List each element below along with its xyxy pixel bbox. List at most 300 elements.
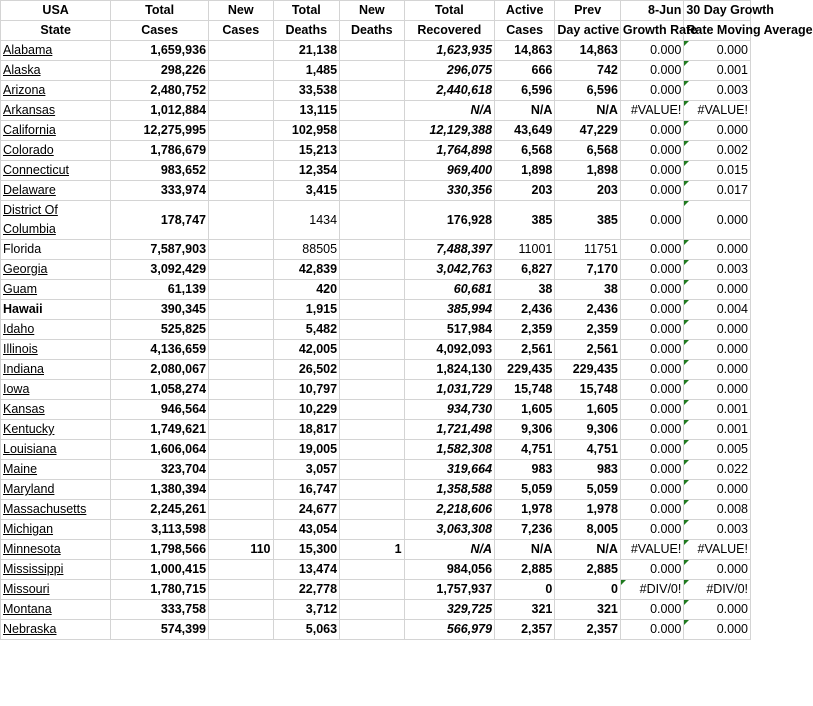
- prev-cell[interactable]: N/A: [555, 101, 621, 121]
- growth-cell[interactable]: 0.000: [620, 300, 683, 320]
- new-deaths-cell[interactable]: [340, 280, 404, 300]
- header-cell[interactable]: Growth Rate: [620, 21, 683, 41]
- state-name-cell[interactable]: Kentucky: [1, 420, 111, 440]
- deaths-cell[interactable]: 1434: [273, 201, 340, 240]
- growth-cell[interactable]: 0.000: [620, 600, 683, 620]
- new-cases-cell[interactable]: [209, 41, 273, 61]
- cases-cell[interactable]: 333,974: [111, 181, 209, 201]
- new-cases-cell[interactable]: [209, 620, 273, 640]
- deaths-cell[interactable]: 102,958: [273, 121, 340, 141]
- avg-cell[interactable]: 0.000: [684, 240, 751, 260]
- prev-cell[interactable]: 14,863: [555, 41, 621, 61]
- new-deaths-cell[interactable]: [340, 360, 404, 380]
- state-name-cell[interactable]: Indiana: [1, 360, 111, 380]
- state-name-cell[interactable]: Mississippi: [1, 560, 111, 580]
- avg-cell[interactable]: 0.003: [684, 81, 751, 101]
- header-cell[interactable]: 30 Day Growth: [684, 1, 751, 21]
- prev-cell[interactable]: 742: [555, 61, 621, 81]
- state-name-cell[interactable]: Louisiana: [1, 440, 111, 460]
- new-deaths-cell[interactable]: [340, 460, 404, 480]
- new-cases-cell[interactable]: [209, 260, 273, 280]
- growth-cell[interactable]: 0.000: [620, 240, 683, 260]
- cases-cell[interactable]: 323,704: [111, 460, 209, 480]
- growth-cell[interactable]: #VALUE!: [620, 101, 683, 121]
- avg-cell[interactable]: 0.003: [684, 260, 751, 280]
- state-name-cell[interactable]: Montana: [1, 600, 111, 620]
- new-cases-cell[interactable]: [209, 280, 273, 300]
- state-name-cell[interactable]: Nebraska: [1, 620, 111, 640]
- state-name-cell[interactable]: Massachusetts: [1, 500, 111, 520]
- header-cell[interactable]: USA: [1, 1, 111, 21]
- new-deaths-cell[interactable]: [340, 400, 404, 420]
- deaths-cell[interactable]: 42,839: [273, 260, 340, 280]
- prev-cell[interactable]: 0: [555, 580, 621, 600]
- growth-cell[interactable]: 0.000: [620, 81, 683, 101]
- new-cases-cell[interactable]: [209, 400, 273, 420]
- deaths-cell[interactable]: 1,485: [273, 61, 340, 81]
- new-cases-cell[interactable]: [209, 500, 273, 520]
- avg-cell[interactable]: 0.000: [684, 560, 751, 580]
- cases-cell[interactable]: 2,245,261: [111, 500, 209, 520]
- prev-cell[interactable]: 5,059: [555, 480, 621, 500]
- cases-cell[interactable]: 1,786,679: [111, 141, 209, 161]
- growth-cell[interactable]: 0.000: [620, 500, 683, 520]
- recovered-cell[interactable]: 296,075: [404, 61, 494, 81]
- prev-cell[interactable]: 2,436: [555, 300, 621, 320]
- prev-cell[interactable]: 2,885: [555, 560, 621, 580]
- recovered-cell[interactable]: 7,488,397: [404, 240, 494, 260]
- active-cell[interactable]: 7,236: [495, 520, 555, 540]
- recovered-cell[interactable]: 517,984: [404, 320, 494, 340]
- active-cell[interactable]: 14,863: [495, 41, 555, 61]
- avg-cell[interactable]: 0.008: [684, 500, 751, 520]
- prev-cell[interactable]: 2,359: [555, 320, 621, 340]
- new-cases-cell[interactable]: [209, 340, 273, 360]
- cases-cell[interactable]: 61,139: [111, 280, 209, 300]
- new-cases-cell[interactable]: [209, 360, 273, 380]
- new-cases-cell[interactable]: [209, 480, 273, 500]
- active-cell[interactable]: 229,435: [495, 360, 555, 380]
- state-name-cell[interactable]: Kansas: [1, 400, 111, 420]
- header-cell[interactable]: Deaths: [273, 21, 340, 41]
- header-cell[interactable]: Cases: [111, 21, 209, 41]
- new-cases-cell[interactable]: [209, 580, 273, 600]
- cases-cell[interactable]: 3,113,598: [111, 520, 209, 540]
- avg-cell[interactable]: 0.000: [684, 41, 751, 61]
- recovered-cell[interactable]: 1,824,130: [404, 360, 494, 380]
- avg-cell[interactable]: 0.000: [684, 600, 751, 620]
- new-cases-cell[interactable]: [209, 101, 273, 121]
- recovered-cell[interactable]: N/A: [404, 101, 494, 121]
- new-deaths-cell[interactable]: [340, 560, 404, 580]
- prev-cell[interactable]: 229,435: [555, 360, 621, 380]
- active-cell[interactable]: 2,561: [495, 340, 555, 360]
- state-name-cell[interactable]: Hawaii: [1, 300, 111, 320]
- deaths-cell[interactable]: 16,747: [273, 480, 340, 500]
- cases-cell[interactable]: 1,749,621: [111, 420, 209, 440]
- cases-cell[interactable]: 946,564: [111, 400, 209, 420]
- new-deaths-cell[interactable]: [340, 81, 404, 101]
- growth-cell[interactable]: 0.000: [620, 520, 683, 540]
- growth-cell[interactable]: 0.000: [620, 560, 683, 580]
- avg-cell[interactable]: 0.022: [684, 460, 751, 480]
- state-name-cell[interactable]: Delaware: [1, 181, 111, 201]
- state-name-cell[interactable]: Minnesota: [1, 540, 111, 560]
- new-cases-cell[interactable]: [209, 181, 273, 201]
- cases-cell[interactable]: 983,652: [111, 161, 209, 181]
- growth-cell[interactable]: #DIV/0!: [620, 580, 683, 600]
- recovered-cell[interactable]: 1,757,937: [404, 580, 494, 600]
- recovered-cell[interactable]: 1,582,308: [404, 440, 494, 460]
- avg-cell[interactable]: 0.001: [684, 420, 751, 440]
- active-cell[interactable]: 321: [495, 600, 555, 620]
- cases-cell[interactable]: 4,136,659: [111, 340, 209, 360]
- prev-cell[interactable]: 7,170: [555, 260, 621, 280]
- prev-cell[interactable]: 321: [555, 600, 621, 620]
- cases-cell[interactable]: 1,000,415: [111, 560, 209, 580]
- header-cell[interactable]: Deaths: [340, 21, 404, 41]
- prev-cell[interactable]: 6,568: [555, 141, 621, 161]
- active-cell[interactable]: 6,568: [495, 141, 555, 161]
- recovered-cell[interactable]: 1,764,898: [404, 141, 494, 161]
- prev-cell[interactable]: 385: [555, 201, 621, 240]
- cases-cell[interactable]: 390,345: [111, 300, 209, 320]
- recovered-cell[interactable]: 934,730: [404, 400, 494, 420]
- prev-cell[interactable]: N/A: [555, 540, 621, 560]
- avg-cell[interactable]: #VALUE!: [684, 101, 751, 121]
- new-deaths-cell[interactable]: [340, 500, 404, 520]
- new-deaths-cell[interactable]: [340, 300, 404, 320]
- active-cell[interactable]: 43,649: [495, 121, 555, 141]
- state-name-cell[interactable]: District Of Columbia: [1, 201, 111, 240]
- state-name-cell[interactable]: Michigan: [1, 520, 111, 540]
- deaths-cell[interactable]: 88505: [273, 240, 340, 260]
- cases-cell[interactable]: 3,092,429: [111, 260, 209, 280]
- cases-cell[interactable]: 574,399: [111, 620, 209, 640]
- growth-cell[interactable]: 0.000: [620, 41, 683, 61]
- new-deaths-cell[interactable]: [340, 161, 404, 181]
- growth-cell[interactable]: 0.000: [620, 61, 683, 81]
- prev-cell[interactable]: 2,561: [555, 340, 621, 360]
- recovered-cell[interactable]: 319,664: [404, 460, 494, 480]
- deaths-cell[interactable]: 3,415: [273, 181, 340, 201]
- header-cell[interactable]: Total: [111, 1, 209, 21]
- active-cell[interactable]: 2,885: [495, 560, 555, 580]
- recovered-cell[interactable]: 4,092,093: [404, 340, 494, 360]
- growth-cell[interactable]: 0.000: [620, 440, 683, 460]
- recovered-cell[interactable]: 969,400: [404, 161, 494, 181]
- growth-cell[interactable]: 0.000: [620, 420, 683, 440]
- active-cell[interactable]: 6,596: [495, 81, 555, 101]
- avg-cell[interactable]: 0.005: [684, 440, 751, 460]
- cases-cell[interactable]: 2,080,067: [111, 360, 209, 380]
- prev-cell[interactable]: 1,898: [555, 161, 621, 181]
- avg-cell[interactable]: 0.017: [684, 181, 751, 201]
- growth-cell[interactable]: 0.000: [620, 201, 683, 240]
- deaths-cell[interactable]: 22,778: [273, 580, 340, 600]
- prev-cell[interactable]: 1,978: [555, 500, 621, 520]
- prev-cell[interactable]: 38: [555, 280, 621, 300]
- deaths-cell[interactable]: 13,115: [273, 101, 340, 121]
- growth-cell[interactable]: #VALUE!: [620, 540, 683, 560]
- active-cell[interactable]: 4,751: [495, 440, 555, 460]
- new-deaths-cell[interactable]: [340, 141, 404, 161]
- cases-cell[interactable]: 7,587,903: [111, 240, 209, 260]
- deaths-cell[interactable]: 18,817: [273, 420, 340, 440]
- deaths-cell[interactable]: 3,057: [273, 460, 340, 480]
- new-cases-cell[interactable]: [209, 300, 273, 320]
- state-name-cell[interactable]: Colorado: [1, 141, 111, 161]
- new-cases-cell[interactable]: [209, 560, 273, 580]
- growth-cell[interactable]: 0.000: [620, 121, 683, 141]
- new-deaths-cell[interactable]: [340, 600, 404, 620]
- deaths-cell[interactable]: 15,213: [273, 141, 340, 161]
- active-cell[interactable]: 2,359: [495, 320, 555, 340]
- state-name-cell[interactable]: Idaho: [1, 320, 111, 340]
- prev-cell[interactable]: 47,229: [555, 121, 621, 141]
- new-cases-cell[interactable]: [209, 201, 273, 240]
- state-name-cell[interactable]: Iowa: [1, 380, 111, 400]
- deaths-cell[interactable]: 10,797: [273, 380, 340, 400]
- cases-cell[interactable]: 178,747: [111, 201, 209, 240]
- recovered-cell[interactable]: 566,979: [404, 620, 494, 640]
- header-cell[interactable]: Rate Moving Average: [684, 21, 751, 41]
- new-cases-cell[interactable]: [209, 141, 273, 161]
- state-name-cell[interactable]: Alabama: [1, 41, 111, 61]
- deaths-cell[interactable]: 13,474: [273, 560, 340, 580]
- recovered-cell[interactable]: 60,681: [404, 280, 494, 300]
- avg-cell[interactable]: 0.000: [684, 280, 751, 300]
- header-cell[interactable]: Active: [495, 1, 555, 21]
- recovered-cell[interactable]: 1,721,498: [404, 420, 494, 440]
- state-name-cell[interactable]: Maine: [1, 460, 111, 480]
- new-deaths-cell[interactable]: [340, 480, 404, 500]
- recovered-cell[interactable]: 1,358,588: [404, 480, 494, 500]
- new-deaths-cell[interactable]: [340, 520, 404, 540]
- new-cases-cell[interactable]: [209, 161, 273, 181]
- active-cell[interactable]: 5,059: [495, 480, 555, 500]
- deaths-cell[interactable]: 43,054: [273, 520, 340, 540]
- prev-cell[interactable]: 1,605: [555, 400, 621, 420]
- new-cases-cell[interactable]: [209, 320, 273, 340]
- active-cell[interactable]: 0: [495, 580, 555, 600]
- growth-cell[interactable]: 0.000: [620, 400, 683, 420]
- recovered-cell[interactable]: 1,031,729: [404, 380, 494, 400]
- avg-cell[interactable]: 0.000: [684, 121, 751, 141]
- avg-cell[interactable]: 0.002: [684, 141, 751, 161]
- prev-cell[interactable]: 4,751: [555, 440, 621, 460]
- state-name-cell[interactable]: Missouri: [1, 580, 111, 600]
- deaths-cell[interactable]: 12,354: [273, 161, 340, 181]
- recovered-cell[interactable]: 2,218,606: [404, 500, 494, 520]
- cases-cell[interactable]: 1,380,394: [111, 480, 209, 500]
- header-cell[interactable]: Prev: [555, 1, 621, 21]
- avg-cell[interactable]: 0.000: [684, 380, 751, 400]
- new-cases-cell[interactable]: [209, 420, 273, 440]
- avg-cell[interactable]: 0.000: [684, 480, 751, 500]
- deaths-cell[interactable]: 420: [273, 280, 340, 300]
- recovered-cell[interactable]: 3,042,763: [404, 260, 494, 280]
- recovered-cell[interactable]: 330,356: [404, 181, 494, 201]
- state-name-cell[interactable]: Maryland: [1, 480, 111, 500]
- cases-cell[interactable]: 525,825: [111, 320, 209, 340]
- new-cases-cell[interactable]: [209, 81, 273, 101]
- state-name-cell[interactable]: Florida: [1, 240, 111, 260]
- active-cell[interactable]: N/A: [495, 540, 555, 560]
- recovered-cell[interactable]: 1,623,935: [404, 41, 494, 61]
- recovered-cell[interactable]: N/A: [404, 540, 494, 560]
- recovered-cell[interactable]: 385,994: [404, 300, 494, 320]
- new-cases-cell[interactable]: 110: [209, 540, 273, 560]
- deaths-cell[interactable]: 5,063: [273, 620, 340, 640]
- new-cases-cell[interactable]: [209, 121, 273, 141]
- header-cell[interactable]: New: [340, 1, 404, 21]
- avg-cell[interactable]: 0.003: [684, 520, 751, 540]
- active-cell[interactable]: 385: [495, 201, 555, 240]
- cases-cell[interactable]: 12,275,995: [111, 121, 209, 141]
- growth-cell[interactable]: 0.000: [620, 340, 683, 360]
- new-deaths-cell[interactable]: [340, 580, 404, 600]
- state-name-cell[interactable]: California: [1, 121, 111, 141]
- prev-cell[interactable]: 9,306: [555, 420, 621, 440]
- new-deaths-cell[interactable]: [340, 201, 404, 240]
- cases-cell[interactable]: 1,058,274: [111, 380, 209, 400]
- deaths-cell[interactable]: 15,300: [273, 540, 340, 560]
- deaths-cell[interactable]: 1,915: [273, 300, 340, 320]
- cases-cell[interactable]: 1,606,064: [111, 440, 209, 460]
- new-deaths-cell[interactable]: [340, 121, 404, 141]
- active-cell[interactable]: 6,827: [495, 260, 555, 280]
- active-cell[interactable]: 2,357: [495, 620, 555, 640]
- deaths-cell[interactable]: 21,138: [273, 41, 340, 61]
- state-name-cell[interactable]: Alaska: [1, 61, 111, 81]
- deaths-cell[interactable]: 10,229: [273, 400, 340, 420]
- new-deaths-cell[interactable]: [340, 620, 404, 640]
- new-deaths-cell[interactable]: [340, 240, 404, 260]
- growth-cell[interactable]: 0.000: [620, 460, 683, 480]
- avg-cell[interactable]: 0.000: [684, 201, 751, 240]
- avg-cell[interactable]: 0.015: [684, 161, 751, 181]
- active-cell[interactable]: 1,898: [495, 161, 555, 181]
- new-deaths-cell[interactable]: [340, 181, 404, 201]
- growth-cell[interactable]: 0.000: [620, 360, 683, 380]
- new-deaths-cell[interactable]: [340, 380, 404, 400]
- recovered-cell[interactable]: 12,129,388: [404, 121, 494, 141]
- new-deaths-cell[interactable]: [340, 101, 404, 121]
- new-deaths-cell[interactable]: [340, 41, 404, 61]
- new-deaths-cell[interactable]: [340, 420, 404, 440]
- avg-cell[interactable]: 0.000: [684, 360, 751, 380]
- recovered-cell[interactable]: 176,928: [404, 201, 494, 240]
- cases-cell[interactable]: 1,798,566: [111, 540, 209, 560]
- cases-cell[interactable]: 298,226: [111, 61, 209, 81]
- new-cases-cell[interactable]: [209, 240, 273, 260]
- prev-cell[interactable]: 983: [555, 460, 621, 480]
- cases-cell[interactable]: 2,480,752: [111, 81, 209, 101]
- prev-cell[interactable]: 11751: [555, 240, 621, 260]
- growth-cell[interactable]: 0.000: [620, 280, 683, 300]
- header-cell[interactable]: Day active: [555, 21, 621, 41]
- active-cell[interactable]: 1,605: [495, 400, 555, 420]
- active-cell[interactable]: 9,306: [495, 420, 555, 440]
- state-name-cell[interactable]: Arkansas: [1, 101, 111, 121]
- growth-cell[interactable]: 0.000: [620, 181, 683, 201]
- cases-cell[interactable]: 1,780,715: [111, 580, 209, 600]
- avg-cell[interactable]: 0.004: [684, 300, 751, 320]
- deaths-cell[interactable]: 19,005: [273, 440, 340, 460]
- avg-cell[interactable]: 0.001: [684, 61, 751, 81]
- growth-cell[interactable]: 0.000: [620, 161, 683, 181]
- deaths-cell[interactable]: 33,538: [273, 81, 340, 101]
- prev-cell[interactable]: 15,748: [555, 380, 621, 400]
- new-deaths-cell[interactable]: [340, 340, 404, 360]
- active-cell[interactable]: 203: [495, 181, 555, 201]
- prev-cell[interactable]: 203: [555, 181, 621, 201]
- state-name-cell[interactable]: Guam: [1, 280, 111, 300]
- new-cases-cell[interactable]: [209, 460, 273, 480]
- recovered-cell[interactable]: 3,063,308: [404, 520, 494, 540]
- new-deaths-cell[interactable]: [340, 61, 404, 81]
- active-cell[interactable]: 1,978: [495, 500, 555, 520]
- recovered-cell[interactable]: 984,056: [404, 560, 494, 580]
- header-cell[interactable]: Cases: [209, 21, 273, 41]
- cases-cell[interactable]: 333,758: [111, 600, 209, 620]
- avg-cell[interactable]: #DIV/0!: [684, 580, 751, 600]
- growth-cell[interactable]: 0.000: [620, 620, 683, 640]
- state-name-cell[interactable]: Arizona: [1, 81, 111, 101]
- recovered-cell[interactable]: 329,725: [404, 600, 494, 620]
- active-cell[interactable]: 11001: [495, 240, 555, 260]
- prev-cell[interactable]: 6,596: [555, 81, 621, 101]
- active-cell[interactable]: 2,436: [495, 300, 555, 320]
- deaths-cell[interactable]: 3,712: [273, 600, 340, 620]
- avg-cell[interactable]: #VALUE!: [684, 540, 751, 560]
- growth-cell[interactable]: 0.000: [620, 480, 683, 500]
- header-cell[interactable]: New: [209, 1, 273, 21]
- new-deaths-cell[interactable]: [340, 440, 404, 460]
- state-name-cell[interactable]: Illinois: [1, 340, 111, 360]
- active-cell[interactable]: N/A: [495, 101, 555, 121]
- new-cases-cell[interactable]: [209, 600, 273, 620]
- cases-cell[interactable]: 1,012,884: [111, 101, 209, 121]
- growth-cell[interactable]: 0.000: [620, 380, 683, 400]
- deaths-cell[interactable]: 24,677: [273, 500, 340, 520]
- header-cell[interactable]: Cases: [495, 21, 555, 41]
- avg-cell[interactable]: 0.000: [684, 320, 751, 340]
- header-cell[interactable]: Total: [273, 1, 340, 21]
- new-cases-cell[interactable]: [209, 380, 273, 400]
- cases-cell[interactable]: 1,659,936: [111, 41, 209, 61]
- new-deaths-cell[interactable]: 1: [340, 540, 404, 560]
- active-cell[interactable]: 666: [495, 61, 555, 81]
- deaths-cell[interactable]: 26,502: [273, 360, 340, 380]
- prev-cell[interactable]: 2,357: [555, 620, 621, 640]
- state-name-cell[interactable]: Connecticut: [1, 161, 111, 181]
- header-cell[interactable]: 8-Jun: [620, 1, 683, 21]
- recovered-cell[interactable]: 2,440,618: [404, 81, 494, 101]
- deaths-cell[interactable]: 42,005: [273, 340, 340, 360]
- new-cases-cell[interactable]: [209, 520, 273, 540]
- header-cell[interactable]: Recovered: [404, 21, 494, 41]
- header-cell[interactable]: Total: [404, 1, 494, 21]
- active-cell[interactable]: 38: [495, 280, 555, 300]
- growth-cell[interactable]: 0.000: [620, 141, 683, 161]
- avg-cell[interactable]: 0.000: [684, 340, 751, 360]
- active-cell[interactable]: 15,748: [495, 380, 555, 400]
- new-cases-cell[interactable]: [209, 61, 273, 81]
- prev-cell[interactable]: 8,005: [555, 520, 621, 540]
- new-cases-cell[interactable]: [209, 440, 273, 460]
